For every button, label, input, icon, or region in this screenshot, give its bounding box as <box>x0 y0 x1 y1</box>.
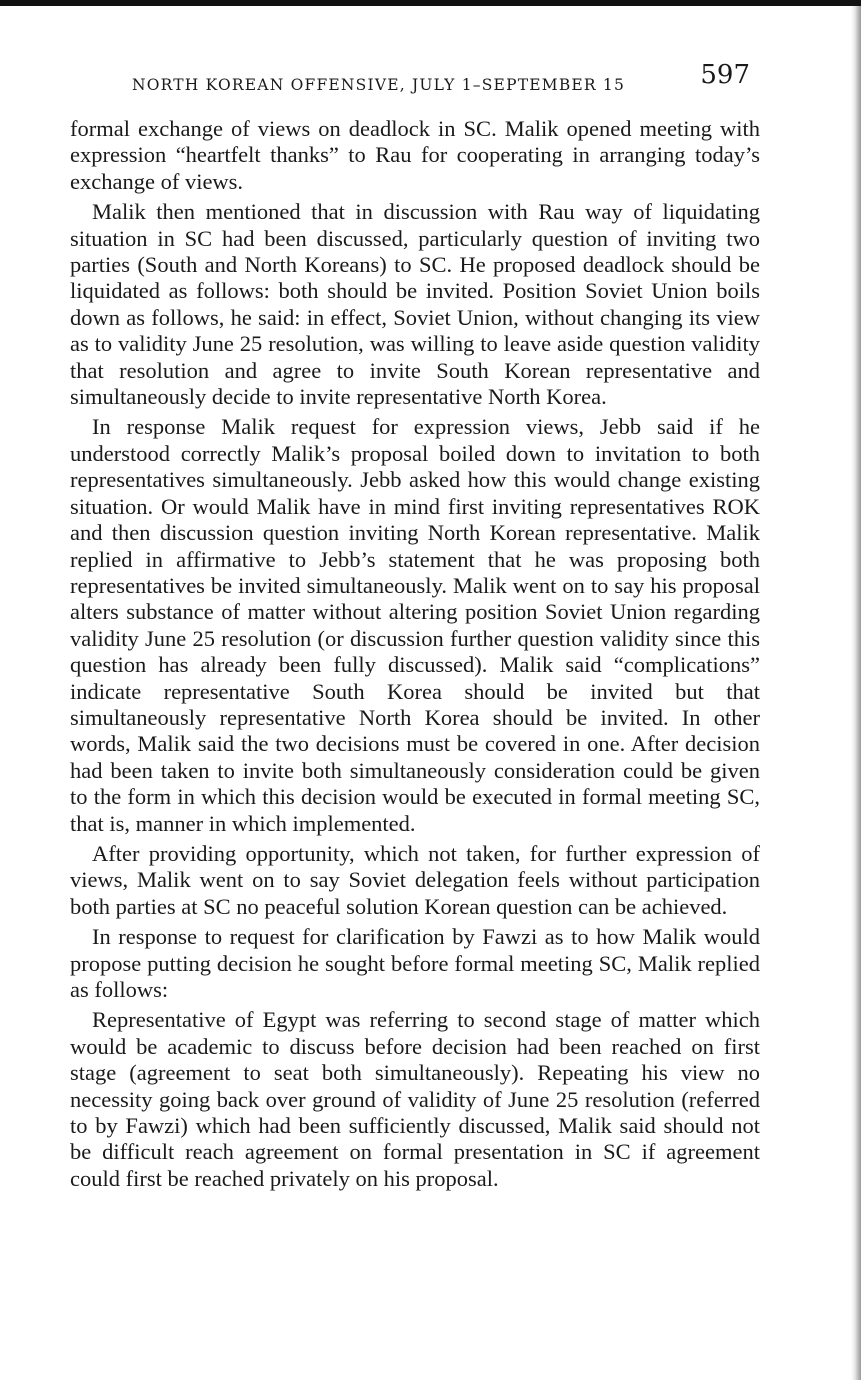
paragraph-3: In response Malik request for expression views, Jebb said if he understood correctly Malik’s proposal boiled down to invitation to both representatives simultaneously. Jebb asked how this would change existing situation. Or would Malik have in mind first inviting representatives ROK and then discussion question inviting North Korean representative. Malik replied in affirmative to Jebb’s statement that he was proposing both representatives be invited simultaneously. Malik went on to say his proposal alters substance of matter without altering position Soviet Union regarding validity June 25 resolution (or discussion further question validity since this question has already been fully discussed). Malik said “complications” indicate representative South Korea should be invited but that simultaneously representative North Korea should be invited. In other words, Malik said the two decisions must be covered in one. After decision had been taken to invite both simultaneously consideration could be given to the form in which this decision would be executed in formal meeting SC, that is, manner in which implemented. <box>70 414 760 836</box>
paragraph-5: In response to request for clarification by Fawzi as to how Malik would propose putting decision he sought before formal meeting SC, Malik replied as follows: <box>70 924 760 1002</box>
paragraph-4: After providing opportunity, which not taken, for further expression of views, Malik went on to say Soviet delegation feels without participation both parties at SC no peaceful solution Korean question can be achieved. <box>70 840 760 919</box>
body-text <box>70 116 760 1192</box>
paragraph-2: Malik then mentioned that in discussion with Rau way of liquidating situation in SC had been discussed, particularly question of inviting two parties (South and North Koreans) to SC. He proposed deadlock should be liquidated as follows: both should be invited. Position Soviet Union boils down as follows, he said: in effect, Soviet Union, without changing its view as to validity June 25 resolution, was willing to leave aside question validity that resolution and agree to invite South Korean representative and simultaneously decide to invite representative North Korea. <box>70 199 760 410</box>
page-number: 597 <box>700 60 750 90</box>
top-border-rule <box>0 0 861 6</box>
page-edge-shadow <box>851 6 861 1380</box>
running-head <box>70 58 760 98</box>
paragraph-1: formal exchange of views on deadlock in SC. Malik opened meeting with expression “heartfelt thanks” to Rau for cooperating in arranging today’s exchange of views. <box>70 116 760 194</box>
document-page <box>70 58 760 1196</box>
paragraph-6: Representative of Egypt was referring to second stage of matter which would be academic to discuss before decision had been reached on first stage (agreement to seat both simultaneously). Repeating his view no necessity going back over ground of validity of June 25 resolution (referred to by Fawzi) which had been sufficiently discussed, Malik said should not be difficult reach agreement on formal presentation in SC if agreement could first be reached privately on his proposal. <box>70 1007 760 1191</box>
running-head-title: NORTH KOREAN OFFENSIVE, JULY 1–SEPTEMBER 15 <box>132 76 626 94</box>
